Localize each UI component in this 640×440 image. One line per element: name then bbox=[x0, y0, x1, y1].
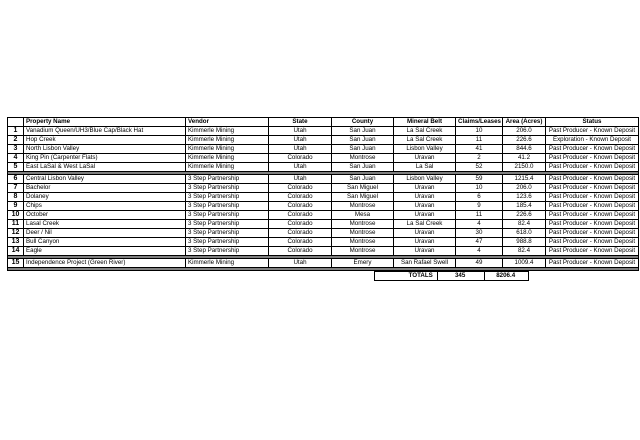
mineral-belt-cell: La Sal Creek bbox=[394, 220, 456, 229]
property-name-cell: King Pin (Carpenter Flats) bbox=[24, 154, 186, 163]
property-name-cell: Central Lisbon Valley bbox=[24, 175, 186, 184]
header-row bbox=[8, 118, 639, 127]
status-cell: Exploration - Known Deposit bbox=[546, 136, 639, 145]
claims-leases-cell: 11 bbox=[456, 211, 503, 220]
claims-leases-cell: 4 bbox=[456, 247, 503, 256]
row-number-cell: 12 bbox=[8, 229, 24, 238]
status-cell: Past Producer - Known Deposit bbox=[546, 127, 639, 136]
row-number-cell: 7 bbox=[8, 184, 24, 193]
table-row bbox=[8, 184, 639, 193]
county-cell: Montrose bbox=[332, 220, 394, 229]
claims-leases-cell: 59 bbox=[456, 175, 503, 184]
status-cell: Past Producer - Known Deposit bbox=[546, 154, 639, 163]
row-number-cell: 5 bbox=[8, 163, 24, 172]
area-acres-cell: 1215.4 bbox=[503, 175, 546, 184]
property-name-cell: Chips bbox=[24, 202, 186, 211]
area-acres-cell: 41.2 bbox=[503, 154, 546, 163]
property-name-cell: Lasal Creek bbox=[24, 220, 186, 229]
vendor-cell: Kimmerle Mining bbox=[186, 154, 269, 163]
area-acres-cell: 82.4 bbox=[503, 220, 546, 229]
county-cell: Montrose bbox=[332, 238, 394, 247]
table-row bbox=[8, 145, 639, 154]
header-status: Status bbox=[546, 118, 639, 127]
vendor-cell: 3 Step Partnership bbox=[186, 247, 269, 256]
property-name-cell: Deer / Nil bbox=[24, 229, 186, 238]
state-cell: Colorado bbox=[269, 211, 332, 220]
table-row bbox=[8, 220, 639, 229]
header-mineral-belt: Mineral Belt bbox=[394, 118, 456, 127]
county-cell: San Juan bbox=[332, 127, 394, 136]
table-row bbox=[8, 259, 639, 268]
vendor-cell: Kimmerle Mining bbox=[186, 136, 269, 145]
property-table-sheet bbox=[7, 117, 639, 281]
mineral-belt-cell: La Sal Creek bbox=[394, 136, 456, 145]
header-num bbox=[8, 118, 24, 127]
mineral-belt-cell: Uravan bbox=[394, 211, 456, 220]
area-acres-cell: 123.6 bbox=[503, 193, 546, 202]
claims-leases-cell: 6 bbox=[456, 193, 503, 202]
claims-leases-cell: 2 bbox=[456, 154, 503, 163]
row-number-cell: 2 bbox=[8, 136, 24, 145]
property-table bbox=[7, 117, 639, 271]
totals-label: TOTALS bbox=[375, 272, 438, 281]
state-cell: Colorado bbox=[269, 238, 332, 247]
county-cell: Montrose bbox=[332, 202, 394, 211]
status-cell: Past Producer - Known Deposit bbox=[546, 175, 639, 184]
area-acres-cell: 206.0 bbox=[503, 127, 546, 136]
property-name-cell: Bachelor bbox=[24, 184, 186, 193]
claims-leases-cell: 11 bbox=[456, 136, 503, 145]
state-cell: Colorado bbox=[269, 184, 332, 193]
vendor-cell: Kimmerle Mining bbox=[186, 163, 269, 172]
state-cell: Utah bbox=[269, 259, 332, 268]
claims-leases-cell: 4 bbox=[456, 220, 503, 229]
vendor-cell: 3 Step Partnership bbox=[186, 220, 269, 229]
table-row bbox=[8, 163, 639, 172]
table-row bbox=[8, 229, 639, 238]
county-cell: San Juan bbox=[332, 136, 394, 145]
area-acres-cell: 226.6 bbox=[503, 211, 546, 220]
claims-leases-cell: 49 bbox=[456, 259, 503, 268]
header-area: Area (Acres) bbox=[503, 118, 546, 127]
row-number-cell: 4 bbox=[8, 154, 24, 163]
property-name-cell: Independence Project (Green River) bbox=[24, 259, 186, 268]
row-number-cell: 3 bbox=[8, 145, 24, 154]
header-state: State bbox=[269, 118, 332, 127]
header-vendor: Vendor bbox=[186, 118, 269, 127]
row-number-cell: 15 bbox=[8, 259, 24, 268]
vendor-cell: Kimmerle Mining bbox=[186, 145, 269, 154]
property-name-cell: Vanadium Queen/UH3/Blue Cap/Black Hat bbox=[24, 127, 186, 136]
mineral-belt-cell: Uravan bbox=[394, 184, 456, 193]
totals-claims: 345 bbox=[437, 272, 485, 281]
vendor-cell: Kimmerle Mining bbox=[186, 127, 269, 136]
status-cell: Past Producer - Known Deposit bbox=[546, 238, 639, 247]
row-number-cell: 6 bbox=[8, 175, 24, 184]
table-row bbox=[8, 211, 639, 220]
area-acres-cell: 82.4 bbox=[503, 247, 546, 256]
claims-leases-cell: 47 bbox=[456, 238, 503, 247]
county-cell: Mesa bbox=[332, 211, 394, 220]
vendor-cell: 3 Step Partnership bbox=[186, 202, 269, 211]
totals-table bbox=[374, 271, 529, 281]
area-acres-cell: 2150.0 bbox=[503, 163, 546, 172]
county-cell: San Miguel bbox=[332, 184, 394, 193]
vendor-cell: 3 Step Partnership bbox=[186, 229, 269, 238]
state-cell: Utah bbox=[269, 136, 332, 145]
mineral-belt-cell: Uravan bbox=[394, 202, 456, 211]
status-cell: Past Producer - Known Deposit bbox=[546, 193, 639, 202]
claims-leases-cell: 41 bbox=[456, 145, 503, 154]
mineral-belt-cell: Uravan bbox=[394, 193, 456, 202]
county-cell: San Juan bbox=[332, 145, 394, 154]
vendor-cell: 3 Step Partnership bbox=[186, 184, 269, 193]
status-cell: Past Producer - Known Deposit bbox=[546, 211, 639, 220]
header-property-name: Property Name bbox=[24, 118, 186, 127]
county-cell: San Miguel bbox=[332, 193, 394, 202]
header-claims: Claims/Leases bbox=[456, 118, 503, 127]
row-number-cell: 8 bbox=[8, 193, 24, 202]
status-cell: Past Producer - Known Deposit bbox=[546, 229, 639, 238]
state-cell: Colorado bbox=[269, 220, 332, 229]
mineral-belt-cell: Uravan bbox=[394, 238, 456, 247]
totals-area: 8206.4 bbox=[485, 272, 529, 281]
claims-leases-cell: 30 bbox=[456, 229, 503, 238]
state-cell: Colorado bbox=[269, 202, 332, 211]
row-number-cell: 11 bbox=[8, 220, 24, 229]
state-cell: Utah bbox=[269, 145, 332, 154]
state-cell: Colorado bbox=[269, 247, 332, 256]
table-row bbox=[8, 127, 639, 136]
row-number-cell: 10 bbox=[8, 211, 24, 220]
vendor-cell: 3 Step Partnership bbox=[186, 211, 269, 220]
row-number-cell: 13 bbox=[8, 238, 24, 247]
mineral-belt-cell: Uravan bbox=[394, 247, 456, 256]
property-name-cell: North Lisbon Valley bbox=[24, 145, 186, 154]
area-acres-cell: 185.4 bbox=[503, 202, 546, 211]
status-cell: Past Producer - Known Deposit bbox=[546, 145, 639, 154]
county-cell: Montrose bbox=[332, 229, 394, 238]
table-row bbox=[8, 136, 639, 145]
county-cell: Montrose bbox=[332, 154, 394, 163]
claims-leases-cell: 10 bbox=[456, 127, 503, 136]
mineral-belt-cell: La Sal bbox=[394, 163, 456, 172]
claims-leases-cell: 9 bbox=[456, 202, 503, 211]
header-county: County bbox=[332, 118, 394, 127]
county-cell: Emery bbox=[332, 259, 394, 268]
table-row bbox=[8, 247, 639, 256]
mineral-belt-cell: La Sal Creek bbox=[394, 127, 456, 136]
status-cell: Past Producer - Known Deposit bbox=[546, 184, 639, 193]
claims-leases-cell: 10 bbox=[456, 184, 503, 193]
table-row bbox=[8, 175, 639, 184]
table-row bbox=[8, 238, 639, 247]
table-row bbox=[8, 193, 639, 202]
property-name-cell: Bull Canyon bbox=[24, 238, 186, 247]
state-cell: Colorado bbox=[269, 154, 332, 163]
county-cell: San Juan bbox=[332, 175, 394, 184]
area-acres-cell: 226.6 bbox=[503, 136, 546, 145]
vendor-cell: 3 Step Partnership bbox=[186, 193, 269, 202]
area-acres-cell: 988.8 bbox=[503, 238, 546, 247]
totals-row bbox=[375, 272, 529, 281]
state-cell: Utah bbox=[269, 175, 332, 184]
vendor-cell: Kimmerle Mining bbox=[186, 259, 269, 268]
row-number-cell: 1 bbox=[8, 127, 24, 136]
state-cell: Colorado bbox=[269, 229, 332, 238]
area-acres-cell: 844.6 bbox=[503, 145, 546, 154]
property-name-cell: Eagle bbox=[24, 247, 186, 256]
property-name-cell: Dolaney bbox=[24, 193, 186, 202]
state-cell: Utah bbox=[269, 163, 332, 172]
status-cell: Past Producer - Known Deposit bbox=[546, 163, 639, 172]
status-cell: Past Producer - Known Deposit bbox=[546, 247, 639, 256]
property-name-cell: East LaSal & West LaSal bbox=[24, 163, 186, 172]
property-name-cell: October bbox=[24, 211, 186, 220]
mineral-belt-cell: Uravan bbox=[394, 154, 456, 163]
table-row bbox=[8, 202, 639, 211]
mineral-belt-cell: Lisbon Valley bbox=[394, 175, 456, 184]
area-acres-cell: 206.0 bbox=[503, 184, 546, 193]
group-separator bbox=[8, 268, 639, 271]
claims-leases-cell: 52 bbox=[456, 163, 503, 172]
state-cell: Colorado bbox=[269, 193, 332, 202]
area-acres-cell: 1009.4 bbox=[503, 259, 546, 268]
county-cell: Montrose bbox=[332, 247, 394, 256]
state-cell: Utah bbox=[269, 127, 332, 136]
area-acres-cell: 618.0 bbox=[503, 229, 546, 238]
property-name-cell: Hop Creek bbox=[24, 136, 186, 145]
row-number-cell: 14 bbox=[8, 247, 24, 256]
table-row bbox=[8, 154, 639, 163]
mineral-belt-cell: Lisbon Valley bbox=[394, 145, 456, 154]
vendor-cell: 3 Step Partnership bbox=[186, 238, 269, 247]
status-cell: Past Producer - Known Deposit bbox=[546, 220, 639, 229]
mineral-belt-cell: Uravan bbox=[394, 229, 456, 238]
vendor-cell: 3 Step Partnership bbox=[186, 175, 269, 184]
row-number-cell: 9 bbox=[8, 202, 24, 211]
status-cell: Past Producer - Known Deposit bbox=[546, 259, 639, 268]
county-cell: San Juan bbox=[332, 163, 394, 172]
status-cell: Past Producer - Known Deposit bbox=[546, 202, 639, 211]
mineral-belt-cell: San Rafael Swell bbox=[394, 259, 456, 268]
